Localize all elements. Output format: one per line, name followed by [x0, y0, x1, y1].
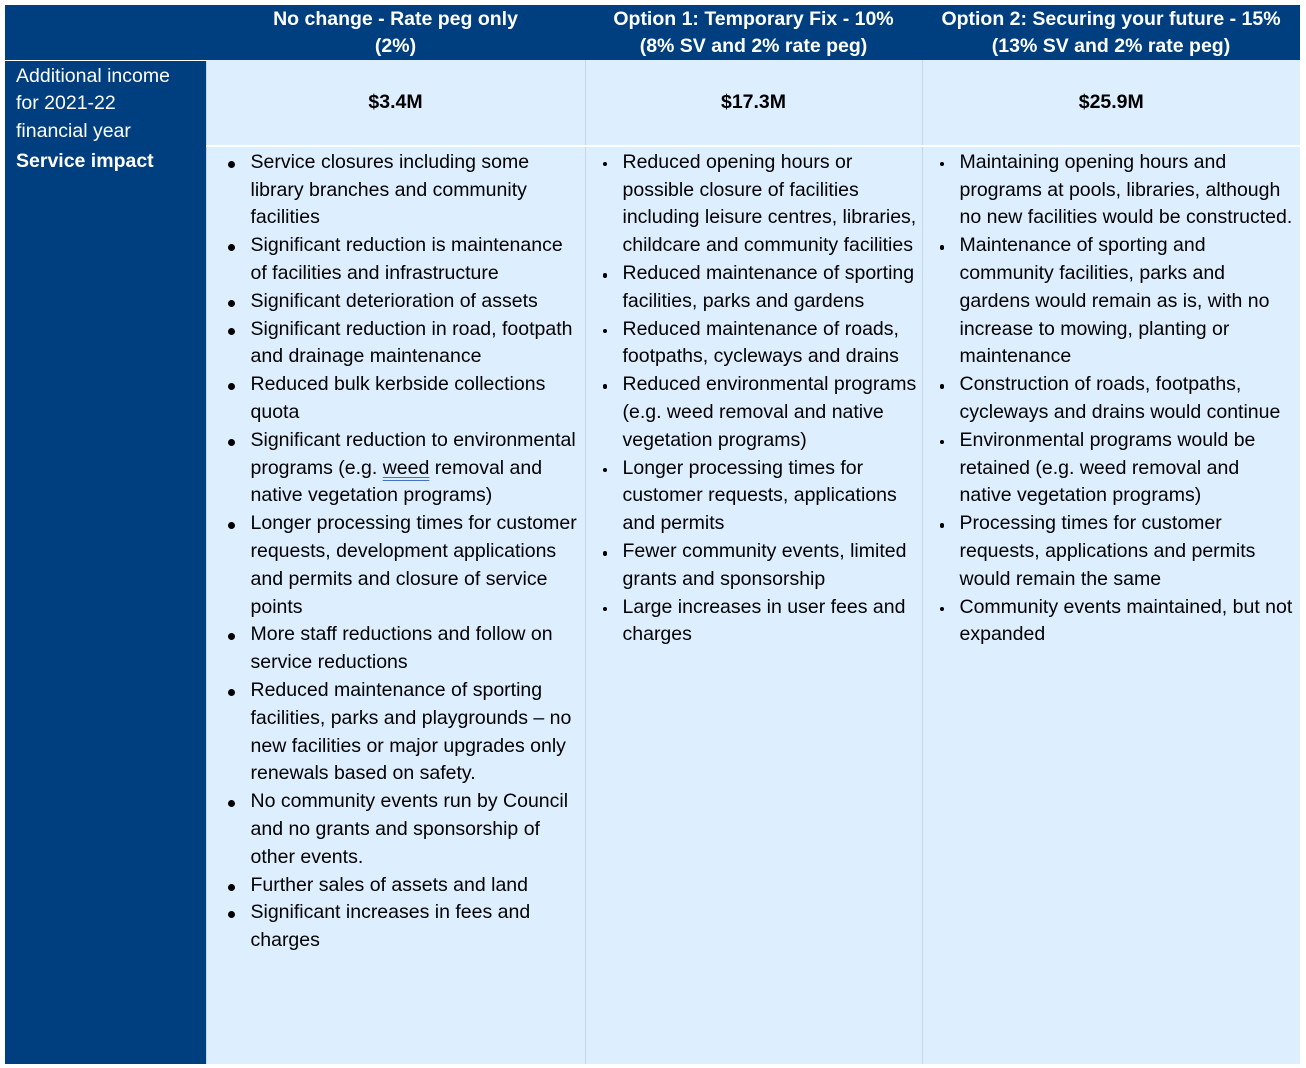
list-item-text: removal and native vegetation programs) — [250, 456, 543, 507]
list-item: Significant increases in fees and charges — [251, 899, 581, 955]
list-item: Large increases in user fees and charges — [623, 594, 920, 650]
list-item: Maintaining opening hours and programs at pools, libraries, although no new facilities would be constructed. — [960, 149, 1297, 232]
list-item: Longer processing times for customer requests, applications and permits — [623, 455, 920, 538]
service-impact-row — [5, 146, 1300, 1064]
list-item: Further sales of assets and land — [251, 872, 581, 900]
list-item: Construction of roads, footpaths, cycleways and drains would continue — [960, 371, 1297, 427]
header-corner-cell — [5, 5, 206, 60]
list-item: No community events run by Council and no grants and sponsorship of other events. — [251, 788, 581, 871]
list-item-text: Significant reduction to environmental programs (e.g. — [250, 428, 576, 479]
list-item: Reduced environmental programs (e.g. weed removal and native vegetation programs) — [623, 371, 920, 454]
impact-list-no-change — [207, 149, 585, 955]
list-item: Service closures including some library branches and community facilities — [251, 149, 581, 232]
impact-list-option-1 — [586, 149, 922, 649]
header-option-1-subtitle: (8% SV and 2% rate peg) — [639, 34, 868, 57]
list-item: Reduced maintenance of sporting facilities, parks and gardens — [623, 260, 920, 316]
impact-list-option-2 — [923, 149, 1301, 649]
income-label-line: for 2021-22 — [16, 92, 116, 115]
list-item — [251, 427, 581, 510]
header-option-2-subtitle: (13% SV and 2% rate peg) — [991, 34, 1231, 57]
service-impact-no-change — [206, 146, 585, 1064]
list-item: Longer processing times for customer requests, development applications and permits and closure of service points — [251, 510, 581, 621]
list-item: Processing times for customer requests, applications and permits would remain the same — [960, 510, 1297, 593]
list-item: Community events maintained, but not expanded — [960, 594, 1297, 650]
list-item: Reduced maintenance of roads, footpaths, cycleways and drains — [623, 316, 920, 372]
list-item: Fewer community events, limited grants and sponsorship — [623, 538, 920, 594]
list-item: Environmental programs would be retained (e.g. weed removal and native vegetation programs) — [960, 427, 1297, 510]
options-comparison-table — [5, 5, 1300, 1064]
service-impact-option-1 — [585, 146, 922, 1064]
income-value-no-change: $3.4M — [206, 60, 585, 146]
header-option-2 — [922, 5, 1300, 60]
list-item: Maintenance of sporting and community facilities, parks and gardens would remain as is, with no increase to mowing, planting or maintenance — [960, 232, 1297, 371]
header-row — [5, 5, 1300, 60]
list-item: Significant deterioration of assets — [251, 288, 581, 316]
income-value-option-2: $25.9M — [922, 60, 1300, 146]
income-row — [5, 60, 1300, 146]
header-no-change-subtitle: (2%) — [374, 34, 417, 57]
header-no-change — [206, 5, 585, 60]
list-item: More staff reductions and follow on service reductions — [251, 621, 581, 677]
list-item: Reduced opening hours or possible closure of facilities including leisure centres, libraries, childcare and community facilities — [623, 149, 920, 260]
header-option-1-title: Option 1: Temporary Fix - 10% — [613, 7, 894, 30]
header-option-2-title: Option 2: Securing your future - 15% — [941, 7, 1281, 30]
income-label-line: Additional income — [16, 64, 170, 87]
list-item: Significant reduction in road, footpath and drainage maintenance — [251, 316, 581, 372]
list-item: Significant reduction is maintenance of facilities and infrastructure — [251, 232, 581, 288]
header-option-1 — [585, 5, 922, 60]
list-item: Reduced bulk kerbside collections quota — [251, 371, 581, 427]
header-no-change-title: No change - Rate peg only — [273, 7, 518, 30]
service-impact-label: Service impact — [5, 146, 206, 1064]
income-label — [5, 60, 206, 146]
service-impact-option-2 — [922, 146, 1300, 1064]
income-value-option-1: $17.3M — [585, 60, 922, 146]
spellcheck-underlined-word: weed — [382, 456, 430, 479]
income-label-line: financial year — [16, 120, 131, 143]
list-item: Reduced maintenance of sporting facilities, parks and playgrounds – no new facilities or major upgrades only renewals based on safety. — [251, 677, 581, 788]
